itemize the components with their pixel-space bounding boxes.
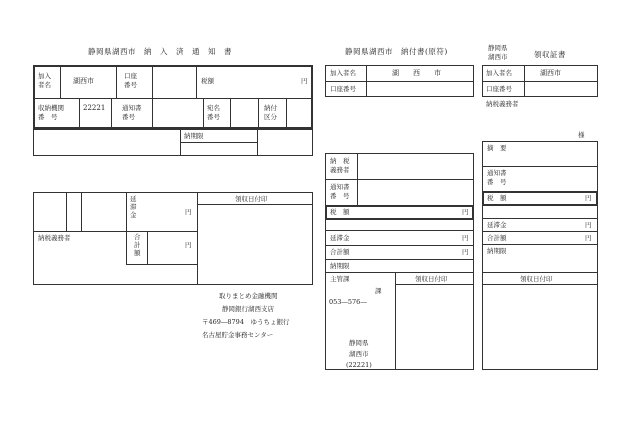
stub-payer-name: 湖 西 市: [392, 69, 441, 77]
notice-bank-line-2: 静岡銀行湖西支店: [222, 305, 274, 313]
stub-tax-label: 税 額: [330, 208, 350, 216]
stub-total-yen: 円: [462, 248, 469, 256]
stub-due-label: 納期限: [330, 262, 350, 270]
receipt-title-pref: 静岡県 湖西市: [488, 44, 508, 61]
receipt-total-label: 合計額: [487, 234, 507, 242]
notice-stamp-label: 領収日付印: [235, 195, 268, 203]
notice-account-label: 口座 番号: [124, 72, 137, 89]
receipt-arrears-label: 延滞金: [487, 221, 507, 229]
stub-account-label: 口座番号: [330, 85, 356, 93]
receipt-notice-number-label: 通知書 番 号: [487, 169, 507, 186]
notice-total-yen: 円: [185, 241, 192, 249]
receipt-arrears-yen: 円: [585, 221, 592, 229]
notice-number-label: 通知書 番号: [122, 104, 142, 121]
receipt-stamp-label: 領収日付印: [520, 275, 553, 283]
stub-arrears-label: 延滞金: [330, 234, 350, 242]
notice-arrears-label: 延 滞 金: [130, 195, 137, 219]
receipt-tax-yen: 円: [585, 194, 592, 202]
receipt-taxpayer-label: 納税義務者: [486, 100, 519, 108]
receipt-honorific: 様: [578, 131, 585, 139]
receipt-tax-label: 税 額: [487, 194, 507, 202]
notice-receiving-org-label: 収納機関 番 号: [38, 104, 64, 121]
notice-receiving-org-number: 22221: [83, 104, 106, 112]
stub-arrears-yen: 円: [462, 234, 469, 242]
notice-tax-yen: 円: [301, 77, 308, 85]
stub-tax-yen: 円: [462, 208, 469, 216]
notice-addressee-label: 宛名 番号: [207, 104, 220, 121]
notice-tax-label: 税額: [201, 77, 214, 85]
notice-bank-line-3: 〒469―8794 ゆうちょ銀行: [202, 318, 290, 326]
notice-payer-label: 加入 者名: [38, 72, 51, 89]
stub-dept-label: 主管課: [330, 275, 350, 283]
stub-dept-suffix: 課: [375, 287, 382, 295]
stub-notice-number-label: 通知書 番 号: [330, 183, 350, 200]
notice-due-label: 納期限: [184, 132, 204, 140]
notice-arrears-yen: 円: [185, 208, 192, 216]
receipt-due-label: 納期限: [487, 247, 507, 255]
notice-payer-name: 湖西市: [73, 77, 94, 85]
receipt-title: 領収証書: [534, 50, 566, 59]
stub-total-label: 合計額: [330, 248, 350, 256]
notice-category-label: 納付 区分: [264, 104, 277, 121]
stub-title: 静岡県湖西市 納付書(原符): [345, 47, 448, 56]
stub-org-line-1: 静岡県: [349, 339, 369, 347]
stub-payer-label: 加入者名: [330, 69, 356, 77]
receipt-account-label: 口座番号: [486, 85, 512, 93]
stub-taxpayer-label: 納 税 義務者: [330, 157, 350, 174]
stub-stamp-label: 領収日付印: [415, 275, 448, 283]
notice-lower-block: [33, 192, 313, 285]
notice-total-label: 合 計 額: [134, 233, 141, 257]
notice-bank-line-1: 取りまとめ金融機関: [219, 292, 278, 300]
notice-due-row: [33, 129, 313, 156]
notice-bank-line-4: 名古屋貯金事務センター: [202, 331, 274, 339]
receipt-summary-label: 摘 要: [487, 144, 507, 152]
notice-taxpayer-label: 納税義務者: [38, 234, 71, 242]
stub-code: 053―576―: [329, 298, 367, 306]
notice-title: 静岡県湖西市 納 入 済 通 知 書: [88, 47, 232, 56]
receipt-payer-label: 加入者名: [486, 69, 512, 77]
stub-org-line-3: (22221): [346, 361, 372, 369]
receipt-payer-name: 湖西市: [540, 69, 561, 77]
stub-org-line-2: 湖西市: [349, 350, 369, 358]
receipt-total-yen: 円: [585, 234, 592, 242]
